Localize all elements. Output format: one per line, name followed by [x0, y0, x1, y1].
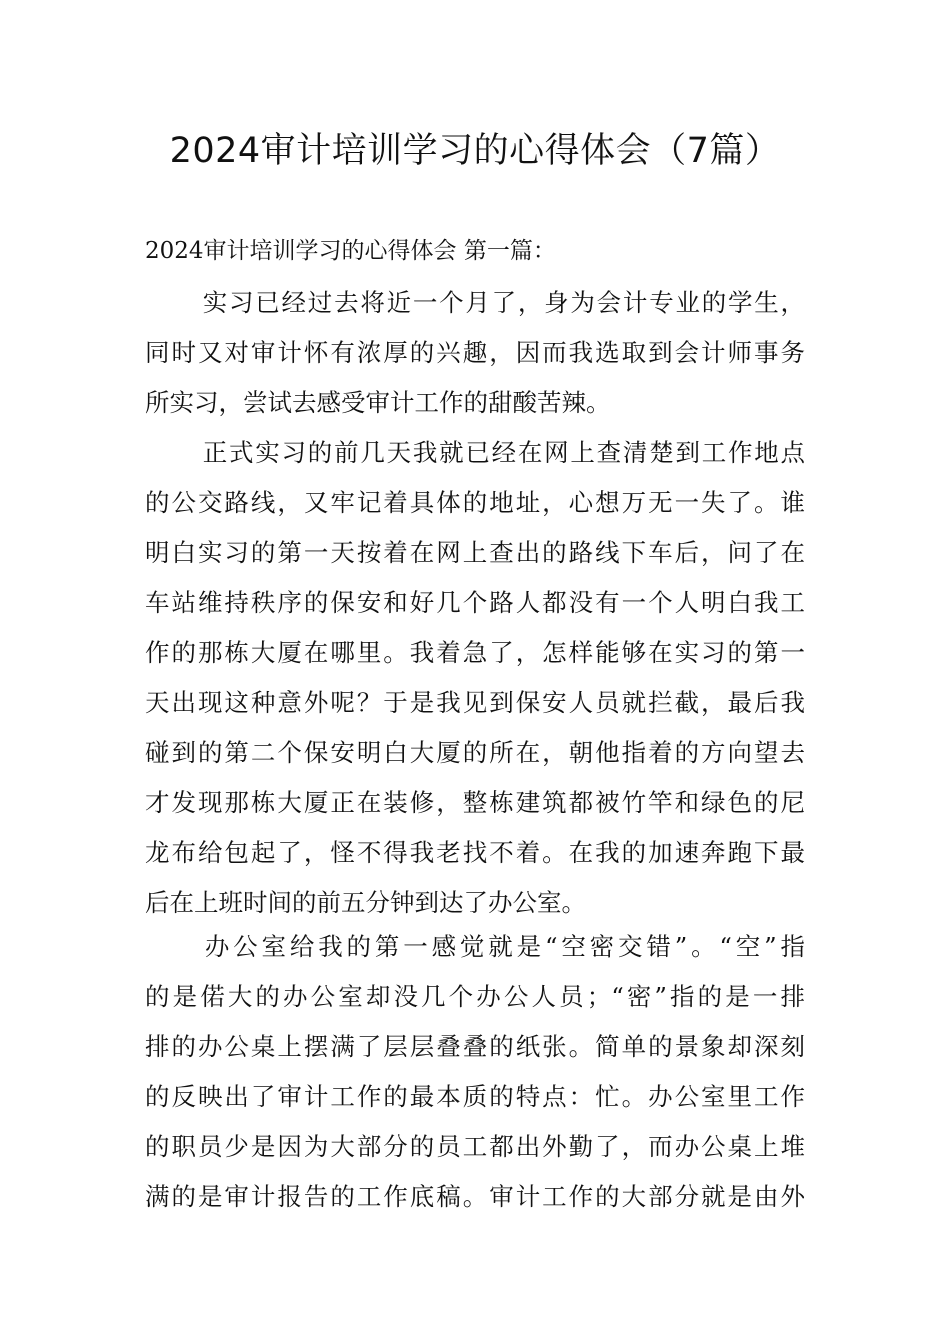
paragraph-line: 满的是审计报告的工作底稿。审计工作的大部分就是由外 — [145, 1182, 805, 1211]
paragraph-line: 办公室给我的第一感觉就是“空密交错”。“空”指 — [201, 932, 805, 961]
paragraph-3 — [145, 922, 805, 1222]
paragraph-line: 实习已经过去将近一个月了，身为会计专业的学生， — [201, 288, 805, 317]
paragraph-line: 排的办公桌上摆满了层层叠叠的纸张。简单的景象却深刻 — [145, 1032, 805, 1061]
paragraph-line: 的是偌大的办公室却没几个办公人员；“密”指的是一排 — [145, 982, 805, 1011]
paragraph-line: 后在上班时间的前五分钟到达了办公室。 — [145, 888, 586, 917]
paragraph-line: 天出现这种意外呢？于是我见到保安人员就拦截，最后我 — [145, 688, 805, 717]
paragraph-line: 所实习，尝试去感受审计工作的甜酸苦辣。 — [145, 388, 611, 417]
paragraph-line: 的反映出了审计工作的最本质的特点：忙。办公室里工作 — [145, 1082, 805, 1111]
paragraph-line: 正式实习的前几天我就已经在网上查清楚到工作地点 — [201, 438, 805, 467]
document-title: 2024审计培训学习的心得体会（7篇） — [169, 131, 781, 171]
paragraph-line: 的公交路线，又牢记着具体的地址，心想万无一失了。谁 — [145, 488, 805, 517]
paragraph-line: 明白实习的第一天按着在网上查出的路线下车后，问了在 — [145, 538, 805, 567]
paragraph-line: 龙布给包起了，怪不得我老找不着。在我的加速奔跑下最 — [145, 838, 805, 867]
paragraph-2 — [145, 428, 805, 928]
paragraph-line: 才发现那栋大厦正在装修，整栋建筑都被竹竿和绿色的尼 — [145, 788, 805, 817]
paragraph-1 — [145, 278, 805, 428]
paragraph-line: 碰到的第二个保安明白大厦的所在，朝他指着的方向望去 — [145, 738, 805, 767]
section-heading: 2024审计培训学习的心得体会 第一篇： — [145, 238, 556, 264]
paragraph-line: 作的那栋大厦在哪里。我着急了，怎样能够在实习的第一 — [145, 638, 805, 667]
paragraph-line: 的职员少是因为大部分的员工都出外勤了，而办公桌上堆 — [145, 1132, 805, 1161]
paragraph-line: 车站维持秩序的保安和好几个路人都没有一个人明白我工 — [145, 588, 805, 617]
paragraph-line: 同时又对审计怀有浓厚的兴趣，因而我选取到会计师事务 — [145, 338, 805, 367]
